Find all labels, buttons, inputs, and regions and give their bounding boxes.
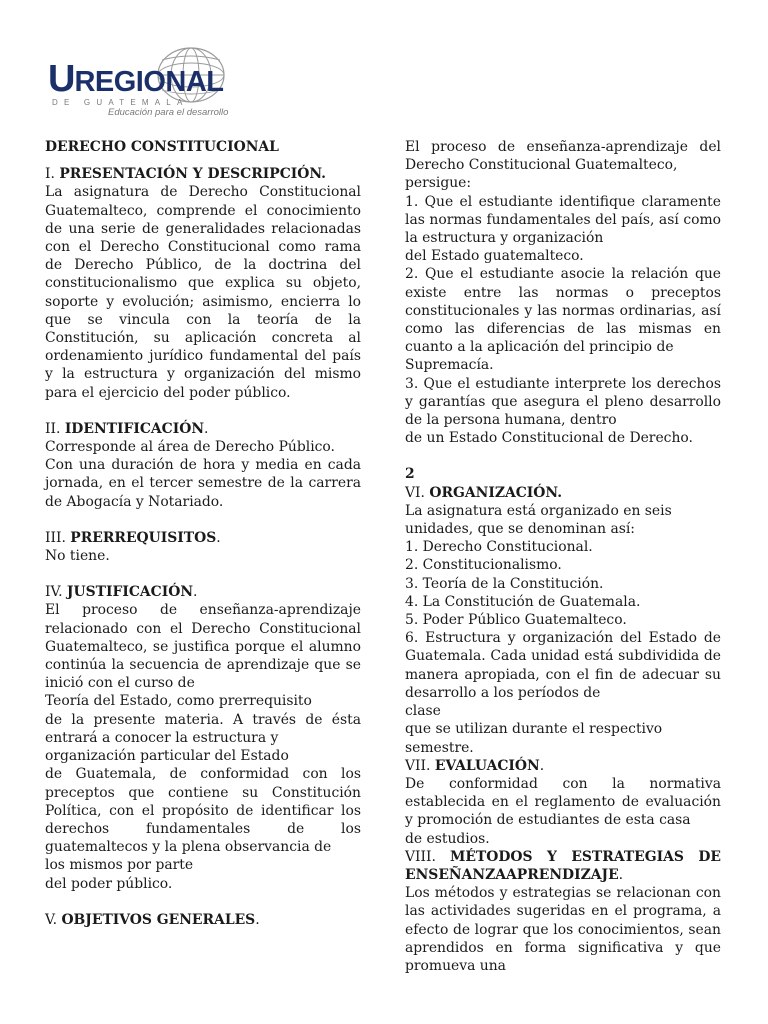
objetivos-intro-end: persigue: bbox=[405, 175, 472, 192]
justificacion-line: Teoría del Estado, como prerrequisito bbox=[45, 693, 312, 710]
objetivo-item: 3. Que el estudiante interprete los derechos y garantías que asegura el pleno desarrollo de la persona humana, dentro bbox=[405, 375, 721, 429]
right-column bbox=[405, 138, 721, 975]
section-heading-organizacion: VI. ORGANIZACIÓN. bbox=[405, 484, 563, 501]
list-item: 6. Estructura y organización del Estado de Guatemala. Cada unidad está subdividida de manera apropiada, con el fin de adecuar su desarrollo a los períodos de bbox=[405, 630, 721, 701]
objetivo-item-end: de un Estado Constitucional de Derecho. bbox=[405, 430, 693, 447]
logo-tagline: Educación para el desarrollo bbox=[108, 107, 229, 118]
organizacion-tail: que se utilizan durante el respectivo bbox=[405, 721, 663, 738]
justificacion-body: El proceso de enseñanza-aprendizaje relacionado con el Derecho Constitucional Guatemalteco, se justifica porque el alumno continúa la secuencia de aprendizaje que se inició con el curso de bbox=[45, 602, 361, 692]
page-number: 2 bbox=[405, 466, 415, 483]
objetivo-item: 2. Que el estudiante asocie la relación que existe entre las normas o preceptos constitucionales y las normas ordinarias, así como las diferencias de las mismas en cuanto a la aplicación del principio de bbox=[405, 266, 721, 356]
logo-subtitle: DE GUATEMALA bbox=[52, 98, 189, 107]
metodos-body: Los métodos y estrategias se relacionan con las actividades sugeridas en el programa, a efecto de lograr que los conocimientos, sean aprendidos en forma significativa y que promueva una bbox=[405, 885, 721, 974]
identificacion-line: Corresponde al área de Derecho Público. bbox=[45, 439, 335, 456]
list-item: 2. Constitucionalismo. bbox=[405, 557, 562, 574]
list-item: 3. Teoría de la Constitución. bbox=[405, 575, 604, 592]
justificacion-line: organización particular del Estado bbox=[45, 748, 289, 765]
section-heading-prerrequisitos: III. PRERREQUISITOS. bbox=[45, 529, 221, 546]
list-item: 4. La Constitución de Guatemala. bbox=[405, 593, 641, 610]
objetivo-item: 1. Que el estudiante identifique claramente las normas fundamentales del país, así como la estructura y organización bbox=[405, 193, 721, 247]
evaluacion-body: De conformidad con la normativa establecida en el reglamento de evaluación y promoción de estudiantes de esta casa bbox=[405, 775, 721, 829]
justificacion-body: de la presente materia. A través de ésta entrará a conocer la estructura y bbox=[45, 711, 361, 746]
prerrequisitos-body: No tiene. bbox=[45, 548, 110, 565]
list-item-end: clase bbox=[405, 703, 441, 720]
justificacion-body: de Guatemala, de conformidad con los preceptos que contiene su Constitución Política, con el propósito de identificar los derechos fundamentales de los guatemaltecos y la plena observancia de bbox=[45, 766, 361, 856]
logo-brand: UREGIONAL bbox=[48, 58, 224, 100]
section-heading-justificacion: IV. JUSTIFICACIÓN. bbox=[45, 584, 198, 601]
organizacion-intro: La asignatura está organizado en seis bbox=[405, 502, 672, 519]
organizacion-tail-end: semestre. bbox=[405, 739, 474, 756]
justificacion-line: del poder público. bbox=[45, 875, 173, 892]
list-item: 5. Poder Público Guatemalteco. bbox=[405, 612, 627, 629]
section-heading-evaluacion: VII. EVALUACIÓN. bbox=[405, 757, 545, 774]
section-heading-presentacion: I. PRESENTACIÓN Y DESCRIPCIÓN. bbox=[45, 166, 327, 183]
evaluacion-body-end: de estudios. bbox=[405, 830, 490, 847]
section-heading-metodos: VIII. MÉTODOS Y ESTRATEGIAS DE ENSEÑANZAAPRENDIZAJE. bbox=[405, 848, 721, 883]
objetivo-item-end: del Estado guatemalteco. bbox=[405, 248, 584, 265]
presentacion-body: La asignatura de Derecho Constitucional Guatemalteco, comprende el conocimiento de una serie de generalidades relacionadas con el Derecho Constitucional como rama de Derecho Público, de la doctrina del constitucionalismo que explica su objeto, soporte y evolución; asimismo, encierra lo que se vincula con la teoría de la Constitución, su aplicación concreta al ordenamiento jurídico fundamental del país y la estructura y organización del mismo para el ejercicio del poder público. bbox=[45, 184, 361, 401]
section-heading-identificacion: II. IDENTIFICACIÓN. bbox=[45, 420, 209, 437]
list-item: 1. Derecho Constitucional. bbox=[405, 539, 593, 556]
left-column bbox=[45, 138, 361, 929]
course-title: DERECHO CONSTITUCIONAL bbox=[45, 139, 279, 155]
objetivos-intro: El proceso de enseñanza-aprendizaje del Derecho Constitucional Guatemalteco, bbox=[405, 139, 721, 174]
justificacion-line: los mismos por parte bbox=[45, 857, 194, 874]
section-heading-objetivos: V. OBJETIVOS GENERALES. bbox=[45, 911, 260, 928]
organizacion-intro-end: unidades, que se denominan así: bbox=[405, 521, 635, 538]
university-logo bbox=[48, 44, 228, 116]
objetivo-item-end: Supremacía. bbox=[405, 357, 494, 374]
identificacion-body: Con una duración de hora y media en cada jornada, en el tercer semestre de la carrera de Abogacía y Notariado. bbox=[45, 457, 361, 510]
unit-list bbox=[405, 538, 721, 629]
